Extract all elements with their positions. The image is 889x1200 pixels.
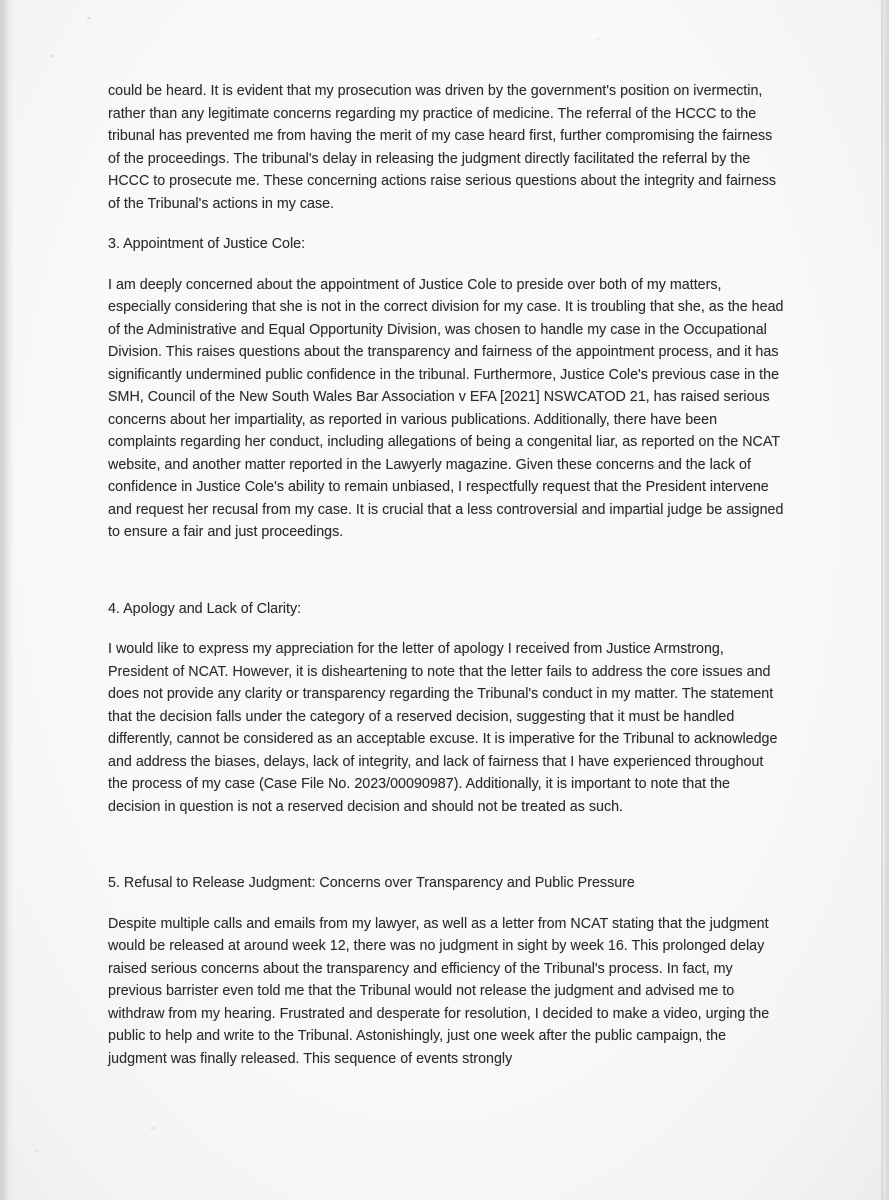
scan-edge-right-line bbox=[881, 0, 883, 1200]
scan-speckle bbox=[35, 1150, 39, 1153]
section-heading: 4. Apology and Lack of Clarity: bbox=[108, 600, 302, 617]
scan-speckle bbox=[596, 38, 599, 40]
paragraph: Despite multiple calls and emails from my lawyer, as well as a letter from NCAT stating that the judgment would be released at around week 12, there was no judgment in sight by week 16. This prolonged delay raised serious concerns about the transparency and efficiency of the Tribunal's process. In fact, my previous barrister even told me that the Tribunal would not release the judgment and advised me to withdraw from my hearing. Frustrated and desperate for resolution, I decided to make a video, urging the public to help and write to the Tribunal. Astonishingly, just one week after the public campaign, the judgment was finally released. This sequence of events strongly bbox=[108, 915, 770, 1067]
paragraph: I would like to express my appreciation for the letter of apology I received from Justice Armstrong, President of NCAT. However, it is disheartening to note that the letter fails to address the core issues and does not provide any clarity or transparency regarding the Tribunal's conduct in my matter. The statement that the decision falls under the category of a reserved decision, suggesting that it must be handled differently, cannot be considered as an acceptable excuse. It is imperative for the Tribunal to acknowledge and address the biases, delays, lack of integrity, and lack of fairness that I have experienced throughout the process of my case (Case File No. 2023/00090987). Additionally, it is important to note that the decision in question is not a reserved decision and should not be treated as such. bbox=[108, 641, 778, 815]
paragraph: I am deeply concerned about the appointment of Justice Cole to preside over both of my matters, especially considering that she is not in the correct division for my case. It is troubling that she, as the head of the Administrative and Equal Opportunity Division, was chosen to handle my case in the Occupational Division. This raises questions about the transparency and fairness of the appointment process, and it has significantly undermined public confidence in the tribunal. Furthermore, Justice Cole's previous case in the SMH, Council of the New South Wales Bar Association v EFA [2021] NSWCATOD 21, has raised serious concerns about her impartiality, as reported in various publications. Additionally, there have been complaints regarding her conduct, including allegations of being a congenital liar, as reported on the NCAT website, and another matter reported in the Lawyerly magazine. Given these concerns and the lack of confidence in Justice Cole's ability to remain unbiased, I respectfully request that the President intervene and request her recusal from my case. It is crucial that a less controversial and impartial judge be assigned to ensure a fair and just proceedings. bbox=[108, 276, 784, 540]
scan-speckle bbox=[87, 17, 91, 19]
section-heading: 5. Refusal to Release Judgment: Concerns over Transparency and Public Pressure bbox=[108, 875, 635, 891]
scan-speckle bbox=[50, 55, 53, 57]
scan-speckle bbox=[150, 1127, 157, 1130]
paragraph: could be heard. It is evident that my prosecution was driven by the government's position on ivermectin, rather than any legitimate concerns regarding my practice of medicine. The referral of the HCCC to the tribunal has prevented me from having the merit of my case heard first, further compromising the fairness of the proceedings. The tribunal's delay in releasing the judgment directly facilitated the referral by the HCCC to prosecute me. These concerning actions raise serious questions about the integrity and fairness of the Tribunal's actions in my case. bbox=[108, 83, 777, 212]
scan-edge-right bbox=[882, 0, 889, 1200]
document-body bbox=[108, 80, 784, 1088]
scan-edge-left bbox=[0, 0, 14, 1200]
section-heading: 3. Appointment of Justice Cole: bbox=[108, 236, 306, 252]
